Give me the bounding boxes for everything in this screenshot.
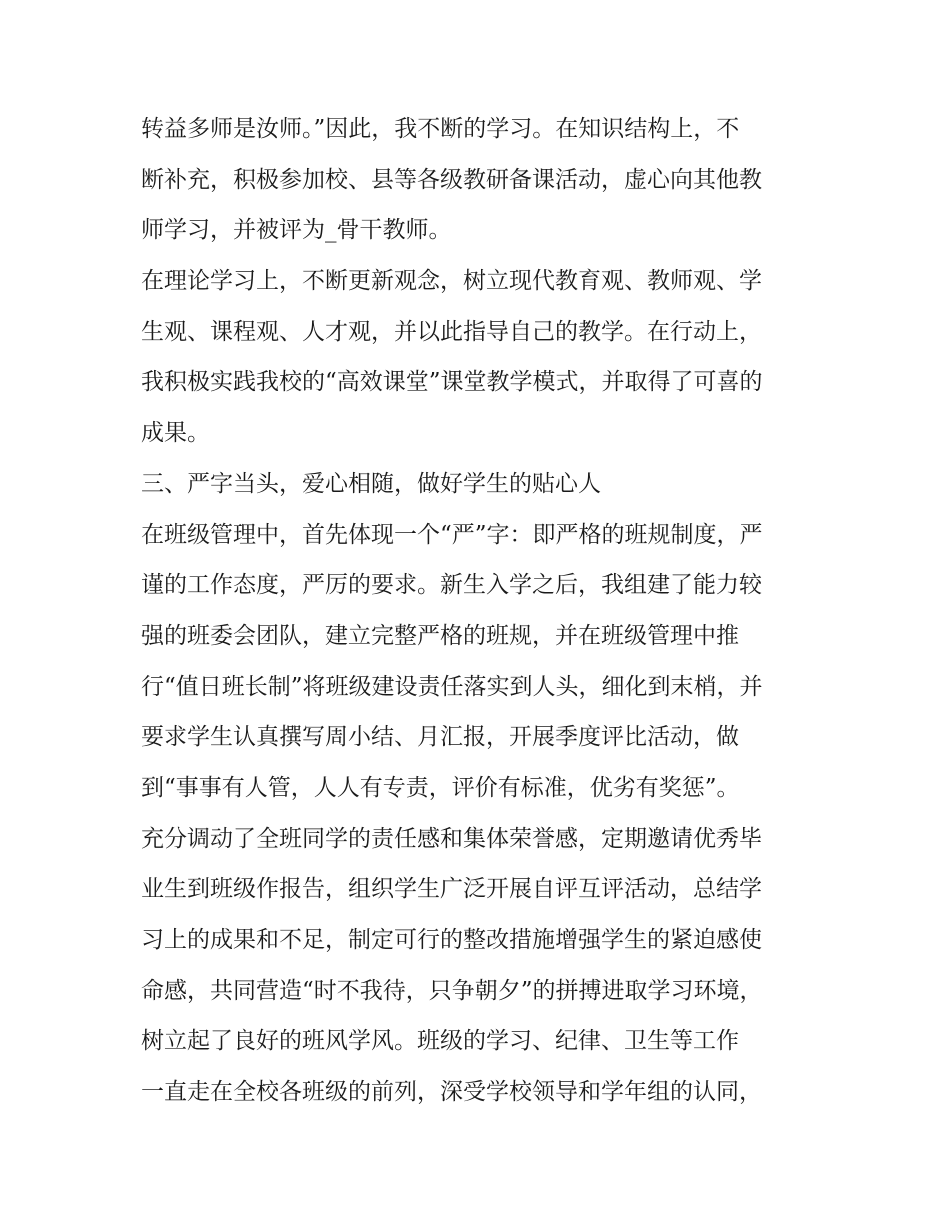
text-line: 生观、课程观、人才观，并以此指导自己的教学。在行动上，	[141, 318, 762, 345]
text-line: 习上的成果和不足，制定可行的整改措施增强学生的紧迫感使	[141, 927, 762, 953]
document-body	[141, 104, 821, 1118]
text-line: 成果。	[141, 420, 210, 447]
text-line: 断补充，积极参加校、县等各级教研备课活动，虚心向其他教	[141, 166, 762, 193]
text-line: 树立起了良好的班风学风。班级的学习、纪律、卫生等工作	[141, 1028, 739, 1055]
text-line: 我积极实践我校的“高效课堂”课堂教学模式，并取得了可喜的	[141, 369, 763, 396]
text-line: 师学习，并被评为_骨干教师。	[141, 217, 452, 244]
text-line: 一直走在全校各班级的前列，深受学校领导和学年组的认同，	[141, 1079, 762, 1106]
text-line: 业生到班级作报告，组织学生广泛开展自评互评活动，总结学	[141, 876, 762, 903]
text-line: 命感，共同营造“时不我待，只争朝夕”的拼搏进取学习环境，	[141, 977, 763, 1004]
text-line: 在理论学习上，不断更新观念，树立现代教育观、教师观、学	[141, 268, 762, 295]
text-line: 充分调动了全班同学的责任感和集体荣誉感，定期邀请优秀毕	[141, 825, 762, 852]
text-line: 强的班委会团队，建立完整严格的班规，并在班级管理中推	[141, 622, 739, 649]
text-line: 转益多师是汝师。”因此，我不断的学习。在知识结构上，不	[141, 116, 740, 142]
text-line: 行“值日班长制”将班级建设责任落实到人头，细化到末梢，并	[141, 673, 763, 700]
text-line: 在班级管理中，首先体现一个“严”字：即严格的班规制度，严	[141, 521, 763, 548]
section-heading: 三、严字当头，爱心相随，做好学生的贴心人	[141, 470, 601, 497]
text-line: 到“事事有人管，人人有专责，评价有标准，优劣有奖惩”。	[141, 774, 740, 801]
text-line: 要求学生认真撰写周小结、月汇报，开展季度评比活动，做	[141, 724, 739, 751]
text-line: 谨的工作态度，严厉的要求。新生入学之后，我组建了能力较	[141, 572, 762, 599]
